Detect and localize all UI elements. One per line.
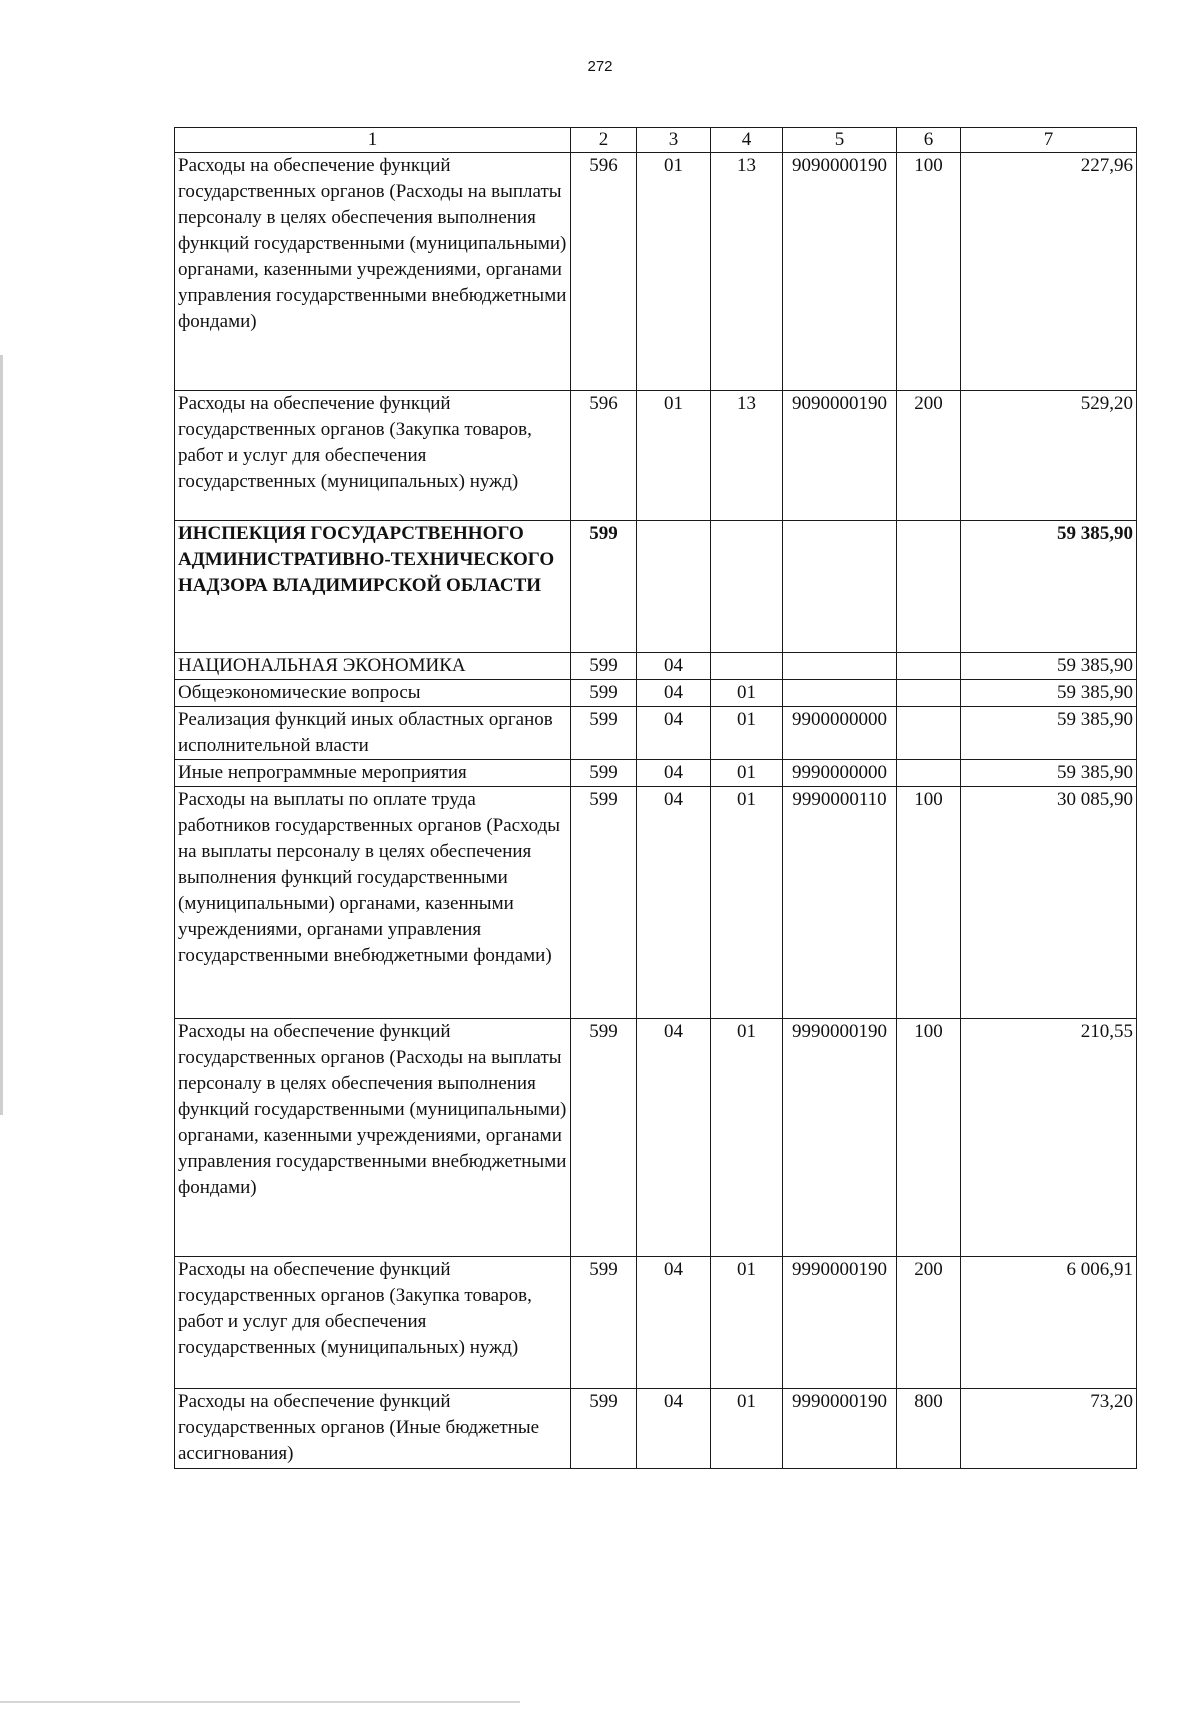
row-ministry-code: 599 — [571, 653, 637, 680]
row-name: Расходы на обеспечение функций государственных органов (Расходы на выплаты персоналу в целях обеспечения выполнения функций государственными (муниципальными) органами, казенными учреждениями, органами управления государственными внебюджетными фондами) — [175, 153, 571, 391]
row-section: 04 — [637, 1389, 711, 1469]
row-amount: 59 385,90 — [961, 760, 1137, 787]
table-row — [175, 653, 1137, 680]
row-name: Расходы на выплаты по оплате труда работников государственных органов (Расходы на выплаты персоналу в целях обеспечения выполнения функций государственными (муниципальными) органами, казенными учреждениями, органами управления государственными внебюджетными фондами) — [175, 787, 571, 1019]
row-ministry-code: 599 — [571, 1257, 637, 1389]
row-ministry-code: 599 — [571, 1019, 637, 1257]
row-amount: 30 085,90 — [961, 787, 1137, 1019]
header-col-7: 7 — [961, 128, 1137, 153]
row-section: 04 — [637, 707, 711, 760]
row-target-article: 9090000190 — [783, 391, 897, 521]
row-target-article — [783, 680, 897, 707]
row-target-article: 9990000190 — [783, 1019, 897, 1257]
row-amount: 59 385,90 — [961, 680, 1137, 707]
row-expense-type — [897, 521, 961, 653]
row-target-article: 9900000000 — [783, 707, 897, 760]
row-ministry-code: 599 — [571, 521, 637, 653]
row-subsection: 01 — [711, 1389, 783, 1469]
row-target-article: 9990000000 — [783, 760, 897, 787]
row-subsection: 01 — [711, 707, 783, 760]
row-section: 04 — [637, 680, 711, 707]
row-ministry-code: 596 — [571, 153, 637, 391]
row-ministry-code: 599 — [571, 680, 637, 707]
row-subsection: 01 — [711, 1257, 783, 1389]
row-name: Расходы на обеспечение функций государственных органов (Иные бюджетные ассигнования) — [175, 1389, 571, 1469]
row-name: Расходы на обеспечение функций государственных органов (Закупка товаров, работ и услуг для обеспечения государственных (муниципальных) нужд) — [175, 1257, 571, 1389]
header-col-3: 3 — [637, 128, 711, 153]
row-expense-type: 100 — [897, 153, 961, 391]
table-row — [175, 521, 1137, 653]
row-expense-type — [897, 680, 961, 707]
row-section: 04 — [637, 760, 711, 787]
row-target-article: 9990000190 — [783, 1389, 897, 1469]
row-target-article — [783, 653, 897, 680]
row-expense-type — [897, 707, 961, 760]
row-subsection: 01 — [711, 787, 783, 1019]
row-target-article: 9090000190 — [783, 153, 897, 391]
row-section: 04 — [637, 787, 711, 1019]
row-subsection: 01 — [711, 1019, 783, 1257]
row-section — [637, 521, 711, 653]
scan-edge-line-top — [0, 355, 3, 1115]
row-expense-type: 800 — [897, 1389, 961, 1469]
table-row — [175, 391, 1137, 521]
row-section: 04 — [637, 653, 711, 680]
page-number: 272 — [587, 58, 613, 75]
row-ministry-code: 599 — [571, 787, 637, 1019]
row-name: Общеэкономические вопросы — [175, 680, 571, 707]
header-col-4: 4 — [711, 128, 783, 153]
row-expense-type: 200 — [897, 1257, 961, 1389]
row-amount: 210,55 — [961, 1019, 1137, 1257]
scan-bottom-rule — [0, 1701, 520, 1703]
header-col-5: 5 — [783, 128, 897, 153]
row-amount: 59 385,90 — [961, 521, 1137, 653]
table-row — [175, 1389, 1137, 1469]
row-name: Иные непрограммные мероприятия — [175, 760, 571, 787]
row-section: 04 — [637, 1019, 711, 1257]
row-amount: 6 006,91 — [961, 1257, 1137, 1389]
row-expense-type — [897, 760, 961, 787]
row-amount: 59 385,90 — [961, 707, 1137, 760]
table-row — [175, 1257, 1137, 1389]
table-row — [175, 707, 1137, 760]
row-ministry-code: 599 — [571, 760, 637, 787]
row-subsection: 01 — [711, 680, 783, 707]
row-ministry-code: 596 — [571, 391, 637, 521]
table-row — [175, 760, 1137, 787]
row-amount: 529,20 — [961, 391, 1137, 521]
header-row — [175, 128, 1137, 153]
row-name: НАЦИОНАЛЬНАЯ ЭКОНОМИКА — [175, 653, 571, 680]
budget-table — [174, 127, 1137, 1469]
row-target-article — [783, 521, 897, 653]
header-col-2: 2 — [571, 128, 637, 153]
row-expense-type: 200 — [897, 391, 961, 521]
table-row — [175, 787, 1137, 1019]
row-name: Расходы на обеспечение функций государственных органов (Закупка товаров, работ и услуг для обеспечения государственных (муниципальных) нужд) — [175, 391, 571, 521]
row-section: 01 — [637, 153, 711, 391]
row-subsection: 13 — [711, 153, 783, 391]
table-row — [175, 153, 1137, 391]
table-row — [175, 680, 1137, 707]
header-col-6: 6 — [897, 128, 961, 153]
row-target-article: 9990000110 — [783, 787, 897, 1019]
row-name: Реализация функций иных областных органов исполнительной власти — [175, 707, 571, 760]
row-name: ИНСПЕКЦИЯ ГОСУДАРСТВЕННОГО АДМИНИСТРАТИВНО-ТЕХНИЧЕСКОГО НАДЗОРА ВЛАДИМИРСКОЙ ОБЛАСТИ — [175, 521, 571, 653]
row-amount: 227,96 — [961, 153, 1137, 391]
row-expense-type: 100 — [897, 787, 961, 1019]
header-col-1: 1 — [175, 128, 571, 153]
row-subsection: 13 — [711, 391, 783, 521]
row-subsection — [711, 521, 783, 653]
row-ministry-code: 599 — [571, 1389, 637, 1469]
row-amount: 59 385,90 — [961, 653, 1137, 680]
row-target-article: 9990000190 — [783, 1257, 897, 1389]
row-amount: 73,20 — [961, 1389, 1137, 1469]
row-section: 04 — [637, 1257, 711, 1389]
table-row — [175, 1019, 1137, 1257]
row-section: 01 — [637, 391, 711, 521]
row-subsection: 01 — [711, 760, 783, 787]
row-name: Расходы на обеспечение функций государственных органов (Расходы на выплаты персоналу в целях обеспечения выполнения функций государственными (муниципальными) органами, казенными учреждениями, органами управления государственными внебюджетными фондами) — [175, 1019, 571, 1257]
row-subsection — [711, 653, 783, 680]
row-expense-type: 100 — [897, 1019, 961, 1257]
row-ministry-code: 599 — [571, 707, 637, 760]
row-expense-type — [897, 653, 961, 680]
